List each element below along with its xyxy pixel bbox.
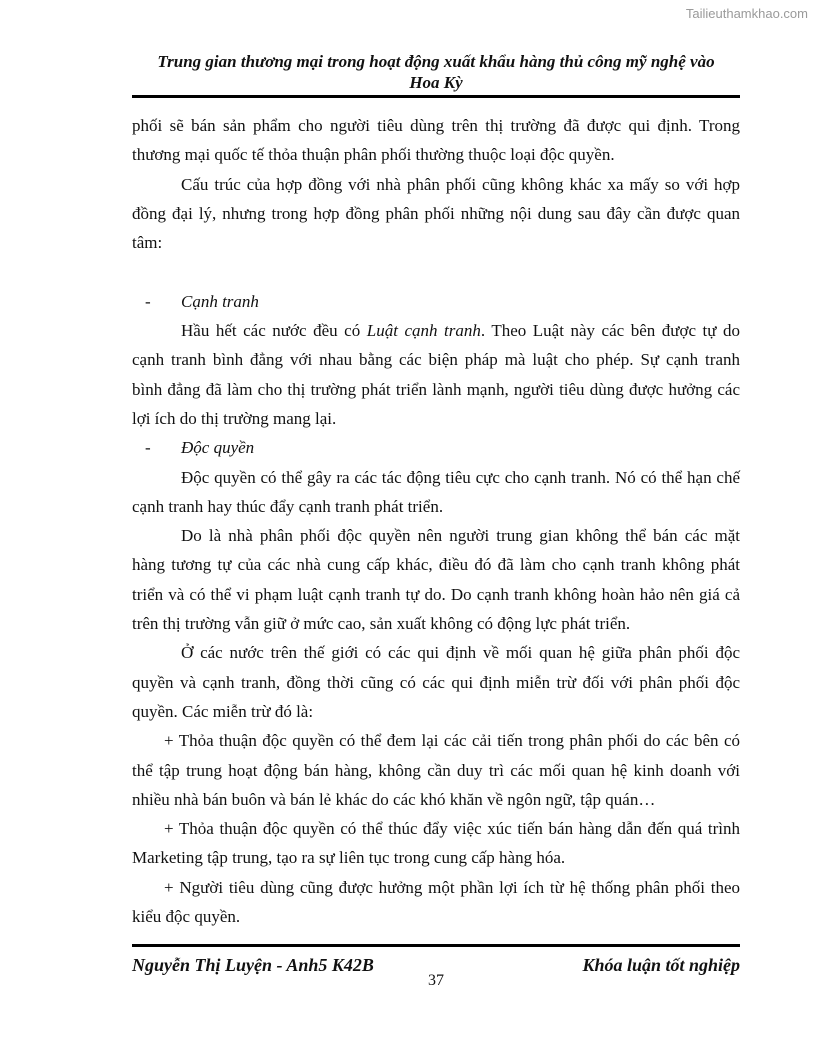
italic-term: Luật cạnh tranh	[366, 321, 481, 341]
text-line: trên thị trường vẫn giữ ở mức cao, sản xuất không có động lực phát triển.	[132, 614, 631, 634]
text-line: phối sẽ bán sản phẩm cho người tiêu dùng trên thị trường đã được qui định. Trong	[132, 116, 740, 135]
text-line: hàng tương tự của các nhà cung cấp khác, điều đó đã làm cho cạnh tranh không phát	[132, 555, 740, 575]
text-segment: Hầu hết các nước đều có	[181, 321, 367, 341]
text-line: triển và có thể vi phạm luật cạnh tranh tự do. Do cạnh tranh không hoàn hảo nên giá cả	[132, 584, 740, 604]
text-line: Cấu trúc của hợp đồng với nhà phân phối cũng không khác xa mấy so với hợp	[181, 174, 740, 194]
section-heading-monopoly	[132, 433, 740, 462]
text-line: thương mại quốc tế thỏa thuận phân phối thường thuộc loại độc quyền.	[132, 145, 615, 165]
blank-line	[132, 257, 740, 286]
text-line: + Thỏa thuận độc quyền có thể thúc đẩy việc xúc tiến bán hàng dẫn đến quá trình	[164, 819, 740, 839]
text-line: quyền và cạnh tranh, đồng thời cũng có các qui định miễn trừ đối với phân phối độc	[132, 672, 740, 692]
footer-doc-type: Khóa luận tốt nghiệp	[582, 955, 740, 975]
text-line: + Người tiêu dùng cũng được hưởng một phần lợi ích từ hệ thống phân phối theo	[164, 877, 740, 897]
heading-text: Cạnh tranh	[181, 291, 259, 311]
text-line: cạnh tranh bình đẳng với nhau bằng các biện pháp mà luật cho phép. Sự cạnh tranh	[132, 350, 740, 370]
text-line: bình đẳng đã làm cho thị trường phát triển lành mạnh, người tiêu dùng được hưởng các	[132, 379, 740, 399]
heading-text: Độc quyền	[181, 438, 255, 458]
text-line: lợi ích do thị trường mang lại.	[132, 408, 337, 428]
dash-bullet: -	[145, 438, 151, 458]
text-line: + Thỏa thuận độc quyền có thể đem lại các cải tiến trong phân phối do các bên có	[164, 731, 740, 751]
text-segment: . Theo Luật này các bên được tự do	[480, 321, 741, 341]
footer-rule	[132, 944, 740, 947]
text-line: kiểu độc quyền.	[132, 907, 241, 927]
text-line: Ở các nước trên thế giới có các qui định về mối quan hệ giữa phân phối độc	[181, 643, 740, 663]
text-line: cạnh tranh hay thúc đẩy cạnh tranh phát triển.	[132, 496, 444, 516]
text-line: Độc quyền có thể gây ra các tác động tiêu cực cho cạnh tranh. Nó có thể hạn chế	[181, 467, 740, 487]
header-rule	[132, 95, 740, 98]
dash-bullet: -	[145, 291, 151, 311]
text-line	[132, 316, 740, 345]
header-title-line1: Trung gian thương mại trong hoạt động xuất khẩu hàng thủ công mỹ nghệ vào	[157, 52, 715, 71]
text-line: thể tập trung hoạt động bán hàng, không cần duy trì các mối quan hệ kinh doanh với	[132, 760, 740, 780]
text-line: quyền. Các miễn trừ đó là:	[132, 701, 314, 721]
text-line: đồng đại lý, nhưng trong hợp đồng phân phối những nội dung sau đây cần được quan	[132, 203, 740, 223]
header-title-line2: Hoa Kỳ	[409, 73, 463, 92]
footer-author: Nguyễn Thị Luyện - Anh5 K42B	[132, 955, 374, 975]
watermark: Tailieuthamkhao.com	[685, 6, 808, 21]
text-line: Marketing tập trung, tạo ra sự liên tục trong cung cấp hàng hóa.	[132, 848, 566, 868]
text-line: nhiều nhà bán buôn và bán lẻ khác do các khó khăn về ngôn ngữ, tập quán…	[132, 789, 656, 809]
running-header	[132, 51, 740, 93]
page-number: 37	[428, 972, 444, 989]
section-heading-competition	[132, 287, 740, 316]
document-body	[132, 111, 740, 931]
text-line: tâm:	[132, 233, 163, 253]
text-line: Do là nhà phân phối độc quyền nên người trung gian không thể bán các mặt	[181, 526, 740, 546]
